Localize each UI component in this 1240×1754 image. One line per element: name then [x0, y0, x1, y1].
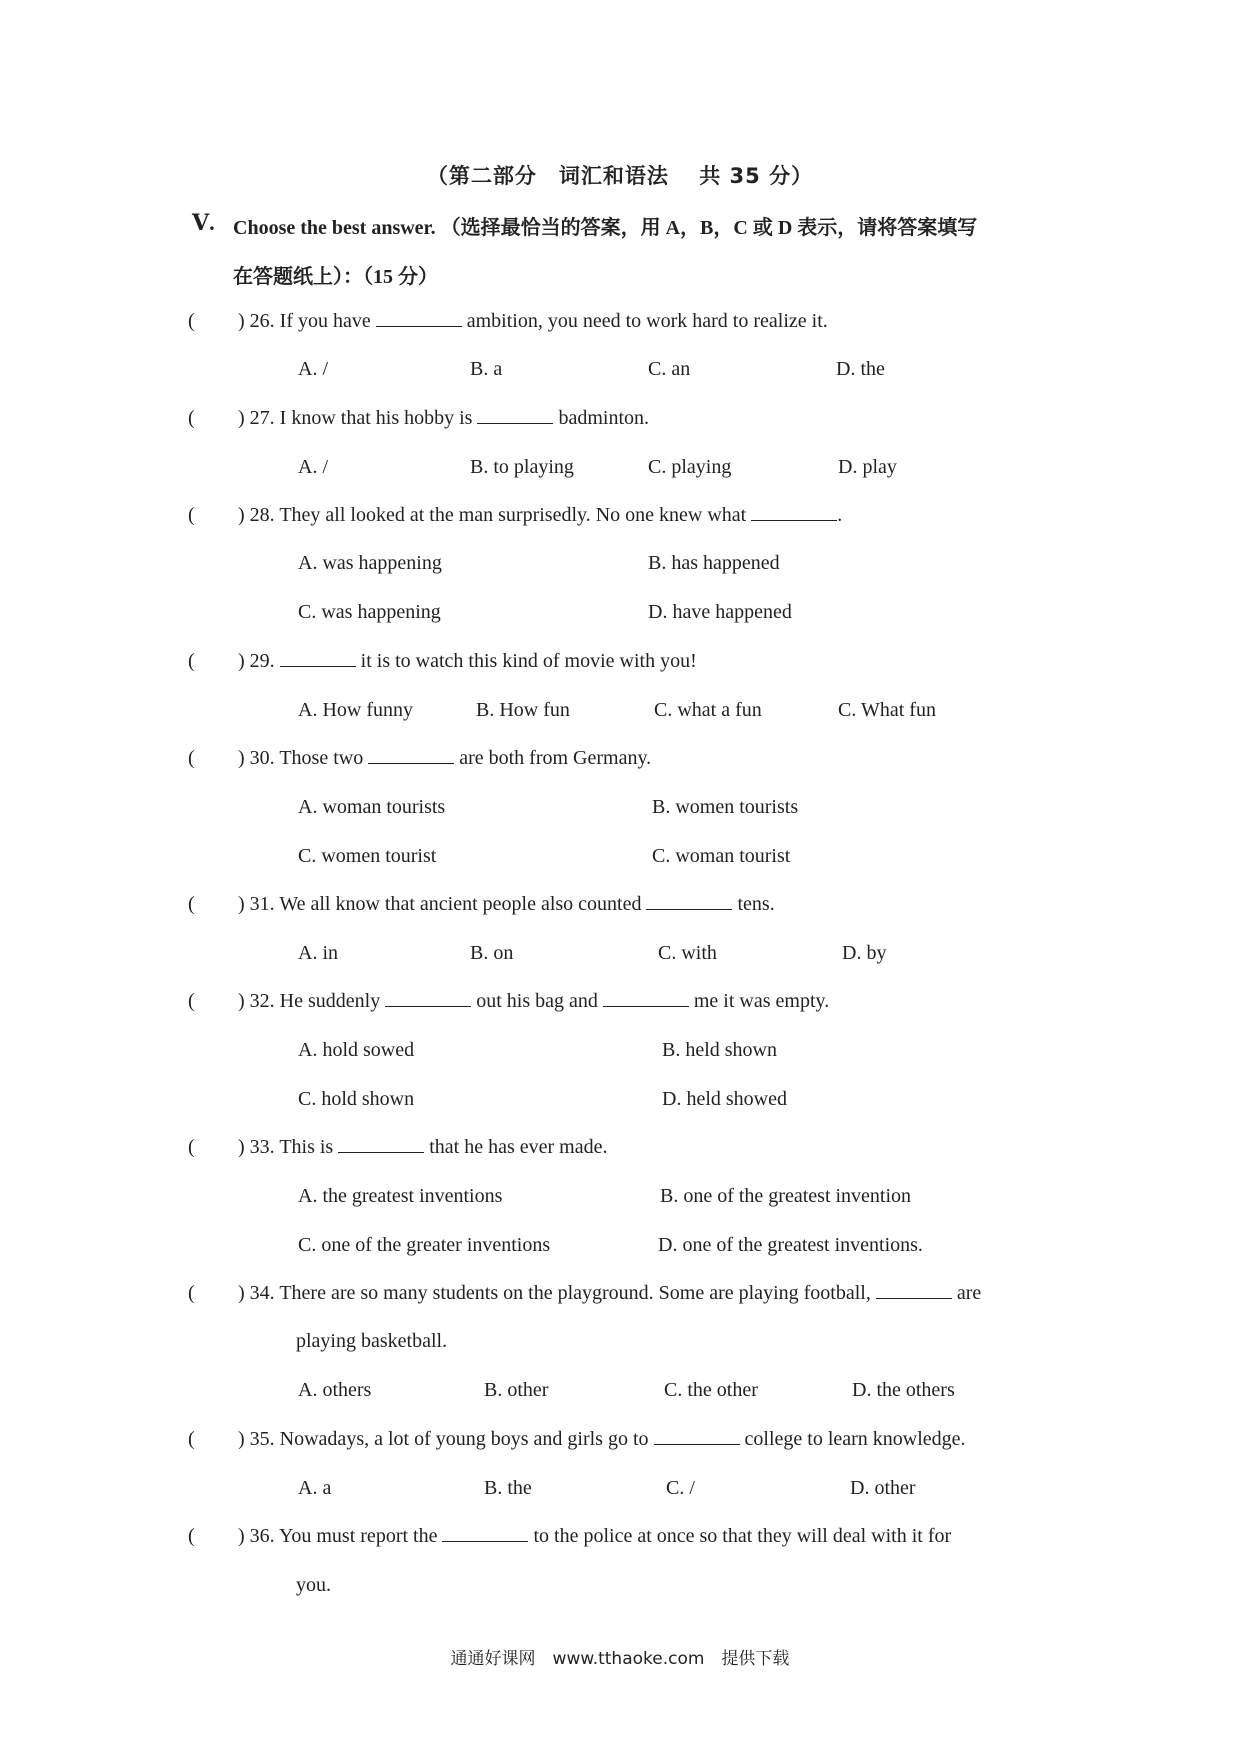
- question-text: that he has ever made.: [429, 1136, 608, 1158]
- question-number: ) 26.: [238, 310, 275, 332]
- option: A. a: [298, 1477, 332, 1499]
- option: A. /: [298, 456, 328, 478]
- answer-paren: (: [188, 1136, 195, 1158]
- question-text: it is to watch this kind of movie with you!: [360, 650, 697, 672]
- question-text: Those two: [279, 747, 364, 769]
- option: D. held showed: [662, 1088, 787, 1110]
- question-text: college to learn knowledge.: [744, 1428, 966, 1450]
- answer-blank: [751, 519, 837, 521]
- question-text: We all know that ancient people also counted: [279, 893, 642, 915]
- question-26: [238, 310, 828, 333]
- question-32: [238, 990, 829, 1013]
- section-title: （第二部分 词汇和语法 共 35 分）: [426, 164, 814, 188]
- section-number: Ⅴ.: [192, 210, 215, 235]
- question-text: ambition, you need to work hard to realize it.: [466, 310, 828, 332]
- option: C. hold shown: [298, 1088, 415, 1110]
- section-instruction-line1: Choose the best answer. （选择最恰当的答案，用 A，B，C 或 D 表示，请将答案填写: [233, 217, 978, 239]
- option: B. held shown: [662, 1039, 777, 1061]
- question-text: .: [837, 504, 843, 526]
- answer-paren: (: [188, 990, 195, 1012]
- question-number: ) 30.: [238, 747, 275, 769]
- question-36: [238, 1525, 951, 1548]
- option: A. was happening: [298, 552, 442, 574]
- question-35: [238, 1428, 966, 1451]
- question-text: are both from Germany.: [459, 747, 652, 769]
- option: B. a: [470, 358, 503, 380]
- answer-blank: [385, 1005, 471, 1007]
- question-text: out his bag and: [476, 990, 598, 1012]
- option: A. the greatest inventions: [298, 1185, 503, 1207]
- question-33: [238, 1136, 607, 1159]
- answer-blank: [338, 1151, 424, 1153]
- question-36-continued: you.: [296, 1574, 331, 1596]
- answer-blank: [376, 325, 462, 327]
- option: B. How fun: [476, 699, 570, 721]
- option: D. have happened: [648, 601, 792, 623]
- option: A. woman tourists: [298, 796, 446, 818]
- question-text: me it was empty.: [693, 990, 830, 1012]
- question-31: [238, 893, 775, 916]
- option: D. the others: [852, 1379, 955, 1401]
- option: D. one of the greatest inventions.: [658, 1234, 923, 1256]
- question-text: Nowadays, a lot of young boys and girls go to: [279, 1428, 649, 1450]
- answer-paren: (: [188, 650, 195, 672]
- option: A. in: [298, 942, 338, 964]
- question-text: If you have: [279, 310, 371, 332]
- option: B. on: [470, 942, 514, 964]
- option: B. to playing: [470, 456, 574, 478]
- question-number: ) 27.: [238, 407, 275, 429]
- section-instruction-line2: 在答题纸上）：（15 分）: [233, 266, 438, 288]
- option: C. with: [658, 942, 717, 964]
- question-28: [238, 504, 842, 527]
- answer-blank: [603, 1005, 689, 1007]
- option: B. the: [484, 1477, 532, 1499]
- option: C. one of the greater inventions: [298, 1234, 551, 1256]
- answer-paren: (: [188, 1428, 195, 1450]
- answer-blank: [477, 422, 553, 424]
- question-text: He suddenly: [279, 990, 381, 1012]
- option: D. by: [842, 942, 887, 964]
- answer-paren: (: [188, 747, 195, 769]
- answer-blank: [368, 762, 454, 764]
- question-27: [238, 407, 649, 430]
- option: B. women tourists: [652, 796, 799, 818]
- option: C. an: [648, 358, 691, 380]
- option: B. one of the greatest invention: [660, 1185, 912, 1207]
- answer-blank: [876, 1297, 952, 1299]
- option: C. playing: [648, 456, 732, 478]
- question-text: I know that his hobby is: [279, 407, 473, 429]
- question-number: ) 33.: [238, 1136, 275, 1158]
- option: B. has happened: [648, 552, 780, 574]
- answer-paren: (: [188, 1525, 195, 1547]
- answer-blank: [646, 908, 732, 910]
- answer-paren: (: [188, 310, 195, 332]
- option: C. women tourist: [298, 845, 437, 867]
- question-text: to the police at once so that they will deal with it for: [533, 1525, 952, 1547]
- question-number: ) 31.: [238, 893, 275, 915]
- question-34: [238, 1282, 981, 1305]
- option: A. How funny: [298, 699, 413, 721]
- option: A. hold sowed: [298, 1039, 415, 1061]
- question-30: [238, 747, 651, 770]
- answer-blank: [280, 665, 356, 667]
- question-number: ) 32.: [238, 990, 275, 1012]
- question-text: badminton.: [558, 407, 649, 429]
- question-text: tens.: [737, 893, 775, 915]
- question-text: They all looked at the man surprisedly. No one knew what: [279, 504, 747, 526]
- option: A. /: [298, 358, 328, 380]
- option: D. play: [838, 456, 897, 478]
- option: C. the other: [664, 1379, 758, 1401]
- option: C. what a fun: [654, 699, 762, 721]
- answer-paren: (: [188, 504, 195, 526]
- option: C. /: [666, 1477, 695, 1499]
- option: D. the: [836, 358, 885, 380]
- question-number: ) 35.: [238, 1428, 275, 1450]
- answer-paren: (: [188, 893, 195, 915]
- option: C. was happening: [298, 601, 441, 623]
- question-number: ) 34.: [238, 1282, 275, 1304]
- option: C. What fun: [838, 699, 936, 721]
- answer-blank: [654, 1443, 740, 1445]
- answer-paren: (: [188, 1282, 195, 1304]
- question-text: You must report the: [278, 1525, 438, 1547]
- option: A. others: [298, 1379, 372, 1401]
- question-29: [238, 650, 697, 673]
- question-text: This is: [279, 1136, 334, 1158]
- question-34-continued: playing basketball.: [296, 1330, 448, 1352]
- answer-paren: (: [188, 407, 195, 429]
- question-text: There are so many students on the playground. Some are playing football,: [279, 1282, 871, 1304]
- option: C. woman tourist: [652, 845, 791, 867]
- answer-blank: [442, 1540, 528, 1542]
- question-number: ) 36.: [238, 1525, 275, 1547]
- option: D. other: [850, 1477, 916, 1499]
- question-text: are: [956, 1282, 982, 1304]
- question-number: ) 29.: [238, 650, 275, 672]
- page-footer: 通通好课网 www.tthaoke.com 提供下载: [450, 1649, 790, 1669]
- option: B. other: [484, 1379, 549, 1401]
- question-number: ) 28.: [238, 504, 275, 526]
